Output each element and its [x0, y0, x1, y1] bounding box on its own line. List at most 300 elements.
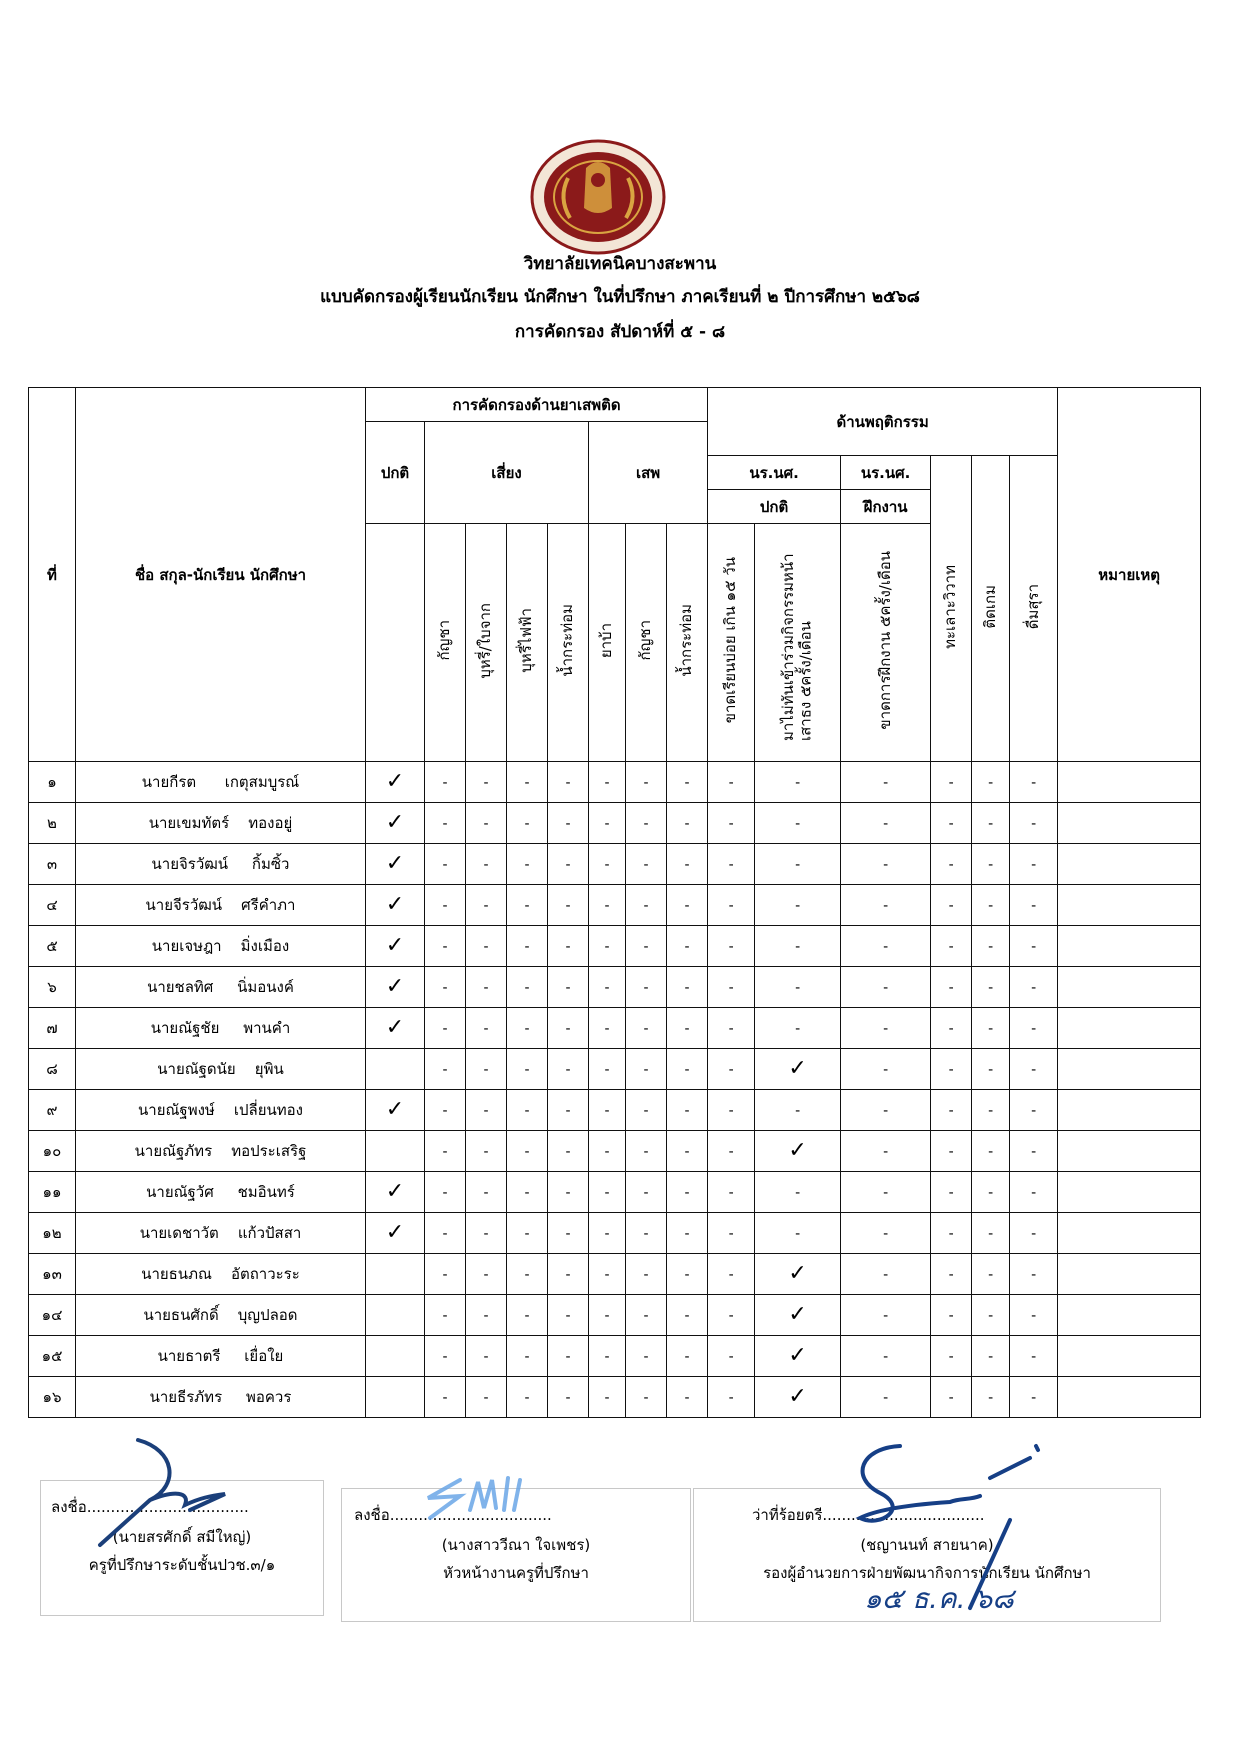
beh-alcohol-header: ดื่มสุรา [1010, 456, 1058, 762]
row-number: ๙ [29, 1090, 76, 1131]
status-cell [466, 967, 507, 1008]
remark-cell [1058, 1049, 1201, 1090]
dash-mark: - [643, 898, 649, 914]
beh-regular-top-header: นร.นศ. [708, 456, 841, 490]
student-name: นายณัฐพงษ์ เปลี่ยนทอง [76, 1090, 366, 1131]
dash-mark: - [565, 1062, 571, 1078]
drug-normal-cell [366, 1008, 425, 1049]
dash-mark: - [728, 1185, 734, 1201]
signer-role: ครูที่ปรึกษาระดับชั้นปวช.๓/๑ [88, 1556, 276, 1574]
check-mark-icon: ✓ [788, 1302, 807, 1327]
table-row [29, 885, 1201, 926]
status-cell [972, 885, 1010, 926]
risk-cannabis-header: กัญชา [425, 524, 466, 762]
dash-mark: - [643, 857, 649, 873]
status-cell [931, 1336, 972, 1377]
status-cell [708, 803, 755, 844]
check-mark-icon: ✓ [788, 1261, 807, 1286]
remark-cell [1058, 967, 1201, 1008]
remark-cell [1058, 885, 1201, 926]
status-cell [548, 1172, 589, 1213]
dash-mark: - [524, 1349, 530, 1365]
dash-mark: - [1031, 1062, 1037, 1078]
dash-mark: - [604, 1021, 610, 1037]
status-cell [972, 1049, 1010, 1090]
student-name: นายจีรวัฒน์ ศรีคำภา [76, 885, 366, 926]
status-cell [667, 1131, 708, 1172]
status-cell [589, 1090, 626, 1131]
status-cell [1010, 1131, 1058, 1172]
dash-mark: - [795, 1226, 801, 1242]
dash-mark: - [728, 898, 734, 914]
signer-role: หัวหน้างานครูที่ปรึกษา [443, 1564, 589, 1582]
dash-mark: - [483, 1185, 489, 1201]
status-cell [841, 926, 931, 967]
dash-mark: - [883, 1308, 889, 1324]
dash-mark: - [684, 857, 690, 873]
status-cell [667, 967, 708, 1008]
status-cell [841, 1377, 931, 1418]
status-cell [1010, 1008, 1058, 1049]
dash-mark: - [883, 816, 889, 832]
student-name: นายจิรวัฒน์ กิ้มซิ้ว [76, 844, 366, 885]
beh-absent-header: ขาดเรียนบ่อย เกิน ๑๕ วัน [708, 524, 755, 762]
dash-mark: - [524, 1062, 530, 1078]
beh-fight-header: ทะเลาะวิวาท [931, 456, 972, 762]
dash-mark: - [604, 980, 610, 996]
dash-mark: - [988, 1308, 994, 1324]
status-cell [1010, 967, 1058, 1008]
status-cell [507, 803, 548, 844]
dash-mark: - [883, 1390, 889, 1406]
dash-mark: - [643, 1185, 649, 1201]
status-cell [626, 1049, 667, 1090]
drug-normal-cell [366, 844, 425, 885]
status-cell [626, 1336, 667, 1377]
status-cell [466, 1008, 507, 1049]
handwritten-date: ๑๕ ธ.ค. ๖๘ [864, 1582, 1014, 1615]
status-cell [466, 762, 507, 803]
status-cell [667, 1008, 708, 1049]
drug-normal-cell [366, 967, 425, 1008]
status-cell [425, 803, 466, 844]
status-cell [626, 1090, 667, 1131]
risk-kratom-header: น้ำกระท่อม [548, 524, 589, 762]
remark-cell [1058, 1172, 1201, 1213]
status-cell [1010, 1295, 1058, 1336]
status-cell [931, 885, 972, 926]
row-number: ๑ [29, 762, 76, 803]
screening-period: การคัดกรอง สัปดาห์ที่ ๕ - ๘ [514, 322, 726, 342]
dash-mark: - [728, 816, 734, 832]
late-flag-cell [755, 1131, 841, 1172]
college-seal-logo [528, 138, 668, 256]
status-cell [1010, 1254, 1058, 1295]
dash-mark: - [1031, 939, 1037, 955]
status-cell [589, 967, 626, 1008]
student-name: นายธาตรี เยื่อใย [76, 1336, 366, 1377]
status-cell [507, 1377, 548, 1418]
dash-mark: - [728, 857, 734, 873]
status-cell [507, 1090, 548, 1131]
drug-normal-cell [366, 1377, 425, 1418]
status-cell [667, 1295, 708, 1336]
table-row [29, 1295, 1201, 1336]
dash-mark: - [795, 980, 801, 996]
dash-mark: - [988, 857, 994, 873]
status-cell [667, 844, 708, 885]
dash-mark: - [988, 1103, 994, 1119]
status-cell [507, 1049, 548, 1090]
status-cell [548, 1254, 589, 1295]
dash-mark: - [728, 939, 734, 955]
status-cell [708, 1254, 755, 1295]
status-cell [507, 844, 548, 885]
row-number: ๓ [29, 844, 76, 885]
drug-normal-cell [366, 762, 425, 803]
check-mark-icon: ✓ [385, 974, 405, 999]
dash-mark: - [442, 1267, 448, 1283]
dash-mark: - [948, 1226, 954, 1242]
table-row [29, 1008, 1201, 1049]
drug-normal-header: ปกติ [366, 422, 425, 524]
status-cell [425, 1336, 466, 1377]
dash-mark: - [524, 1308, 530, 1324]
dash-mark: - [643, 1308, 649, 1324]
table-row [29, 1377, 1201, 1418]
dash-mark: - [684, 1062, 690, 1078]
status-cell [708, 844, 755, 885]
dash-mark: - [988, 1185, 994, 1201]
status-cell [931, 1295, 972, 1336]
status-cell [1010, 1172, 1058, 1213]
dash-mark: - [988, 1390, 994, 1406]
row-number: ๑๕ [29, 1336, 76, 1377]
status-cell [708, 1131, 755, 1172]
dash-mark: - [795, 1103, 801, 1119]
status-cell [425, 1090, 466, 1131]
drug-addict-header: เสพ [589, 422, 708, 524]
status-cell [425, 926, 466, 967]
dash-mark: - [1031, 1308, 1037, 1324]
dash-mark: - [604, 1390, 610, 1406]
dash-mark: - [728, 1021, 734, 1037]
dash-mark: - [604, 1185, 610, 1201]
beh-intern-top-header: นร.นศ. [841, 456, 931, 490]
table-row [29, 967, 1201, 1008]
student-name: นายเดชาวัต แก้วปัสสา [76, 1213, 366, 1254]
dash-mark: - [643, 939, 649, 955]
status-cell [841, 762, 931, 803]
dash-mark: - [684, 898, 690, 914]
status-cell [841, 967, 931, 1008]
dash-mark: - [604, 1062, 610, 1078]
dash-mark: - [1031, 1185, 1037, 1201]
late-flag-cell [755, 803, 841, 844]
status-cell [507, 1008, 548, 1049]
status-cell [1010, 1377, 1058, 1418]
status-cell [425, 844, 466, 885]
dash-mark: - [483, 775, 489, 791]
status-cell [507, 762, 548, 803]
dash-mark: - [565, 1349, 571, 1365]
beh-regular-sub-header: ปกติ [708, 490, 841, 524]
status-cell [626, 1377, 667, 1418]
dash-mark: - [483, 1390, 489, 1406]
student-name: นายณัฐวัศ ชมอินทร์ [76, 1172, 366, 1213]
row-number: ๗ [29, 1008, 76, 1049]
dash-mark: - [643, 1021, 649, 1037]
dash-mark: - [728, 775, 734, 791]
status-cell [507, 926, 548, 967]
dash-mark: - [883, 1185, 889, 1201]
check-mark-icon: ✓ [385, 851, 405, 876]
status-cell [972, 1131, 1010, 1172]
late-flag-cell [755, 1049, 841, 1090]
dash-mark: - [988, 1021, 994, 1037]
late-flag-cell [755, 844, 841, 885]
dash-mark: - [483, 1226, 489, 1242]
drug-normal-cell [366, 1254, 425, 1295]
dash-mark: - [795, 1021, 801, 1037]
addict-kratom-header: น้ำกระท่อม [667, 524, 708, 762]
status-cell [626, 967, 667, 1008]
check-mark-icon: ✓ [385, 810, 405, 835]
dash-mark: - [643, 1226, 649, 1242]
status-cell [841, 844, 931, 885]
remark-cell [1058, 1131, 1201, 1172]
remark-cell [1058, 1254, 1201, 1295]
dash-mark: - [1031, 1349, 1037, 1365]
dash-mark: - [883, 1103, 889, 1119]
dash-mark: - [604, 1144, 610, 1160]
drug-normal-cell [366, 1049, 425, 1090]
addict-meth-header: ยาบ้า [589, 524, 626, 762]
form-title: แบบคัดกรองผู้เรียนนักเรียน นักศึกษา ในที่ปรึกษา ภาคเรียนที่ ๒ ปีการศึกษา ๒๕๖๘ [320, 287, 920, 307]
status-cell [841, 1090, 931, 1131]
check-mark-icon: ✓ [385, 892, 405, 917]
status-cell [972, 1295, 1010, 1336]
status-cell [841, 885, 931, 926]
dash-mark: - [565, 980, 571, 996]
student-name: นายธนภณ อัตถาวะระ [76, 1254, 366, 1295]
status-cell [667, 1049, 708, 1090]
dash-mark: - [604, 816, 610, 832]
dash-mark: - [948, 857, 954, 873]
status-cell [425, 1131, 466, 1172]
status-cell [626, 926, 667, 967]
dash-mark: - [442, 1144, 448, 1160]
status-cell [1010, 1336, 1058, 1377]
status-cell [589, 1254, 626, 1295]
status-cell [548, 844, 589, 885]
dash-mark: - [442, 939, 448, 955]
dash-mark: - [524, 1390, 530, 1406]
status-cell [972, 926, 1010, 967]
check-mark-icon: ✓ [385, 933, 405, 958]
row-number: ๒ [29, 803, 76, 844]
status-cell [841, 1172, 931, 1213]
status-cell [841, 1131, 931, 1172]
status-cell [589, 762, 626, 803]
dash-mark: - [442, 1021, 448, 1037]
signer-name: (นางสาววีณา ใจเพชร) [441, 1536, 591, 1554]
status-cell [972, 1172, 1010, 1213]
status-cell [1010, 762, 1058, 803]
dash-mark: - [988, 1349, 994, 1365]
dash-mark: - [524, 775, 530, 791]
dash-mark: - [948, 898, 954, 914]
dash-mark: - [442, 816, 448, 832]
status-cell [466, 1377, 507, 1418]
status-cell [589, 1172, 626, 1213]
remark-cell [1058, 926, 1201, 967]
dash-mark: - [524, 1185, 530, 1201]
dash-mark: - [643, 775, 649, 791]
status-cell [931, 803, 972, 844]
status-cell [548, 885, 589, 926]
drug-normal-cell [366, 1172, 425, 1213]
dash-mark: - [565, 1226, 571, 1242]
late-flag-cell [755, 762, 841, 803]
check-mark-icon: ✓ [788, 1138, 807, 1163]
beh-intern-absent-header: ขาดการฝึกงาน ๕ครั้ง/เดือน [841, 524, 931, 762]
table-row [29, 762, 1201, 803]
status-cell [667, 1254, 708, 1295]
row-number: ๑๔ [29, 1295, 76, 1336]
status-cell [589, 1131, 626, 1172]
dash-mark: - [524, 1103, 530, 1119]
status-cell [425, 967, 466, 1008]
dash-mark: - [948, 1021, 954, 1037]
student-name: นายเจษฎา มิ่งเมือง [76, 926, 366, 967]
remark-cell [1058, 803, 1201, 844]
status-cell [589, 1336, 626, 1377]
check-mark-icon: ✓ [788, 1343, 807, 1368]
drug-screening-header: การคัดกรองด้านยาเสพติด [366, 388, 708, 422]
signer-name: (นายสรศักดิ์ สมีใหญ่) [112, 1528, 252, 1546]
dash-mark: - [948, 775, 954, 791]
status-cell [931, 967, 972, 1008]
dash-mark: - [524, 1226, 530, 1242]
remark-cell [1058, 1377, 1201, 1418]
dash-mark: - [795, 816, 801, 832]
remark-cell [1058, 1213, 1201, 1254]
dash-mark: - [483, 1349, 489, 1365]
dash-mark: - [684, 1021, 690, 1037]
status-cell [667, 885, 708, 926]
dash-mark: - [883, 1267, 889, 1283]
status-cell [507, 1254, 548, 1295]
dash-mark: - [728, 1226, 734, 1242]
dash-mark: - [684, 1185, 690, 1201]
row-number: ๑๓ [29, 1254, 76, 1295]
screening-table [28, 387, 1201, 1418]
dash-mark: - [1031, 980, 1037, 996]
late-flag-cell [755, 1377, 841, 1418]
late-flag-cell [755, 1295, 841, 1336]
status-cell [972, 1377, 1010, 1418]
status-cell [507, 1172, 548, 1213]
status-cell [548, 967, 589, 1008]
dash-mark: - [604, 775, 610, 791]
dash-mark: - [684, 1144, 690, 1160]
dash-mark: - [883, 980, 889, 996]
dash-mark: - [684, 816, 690, 832]
dash-mark: - [483, 1144, 489, 1160]
dash-mark: - [524, 1021, 530, 1037]
dash-mark: - [524, 980, 530, 996]
table-row [29, 1213, 1201, 1254]
dash-mark: - [728, 1349, 734, 1365]
status-cell [548, 1008, 589, 1049]
status-cell [425, 1008, 466, 1049]
dash-mark: - [483, 1021, 489, 1037]
dash-mark: - [604, 857, 610, 873]
status-cell [589, 926, 626, 967]
dash-mark: - [883, 857, 889, 873]
status-cell [708, 1295, 755, 1336]
status-cell [626, 1172, 667, 1213]
dash-mark: - [643, 980, 649, 996]
dash-mark: - [684, 1103, 690, 1119]
status-cell [507, 967, 548, 1008]
status-cell [931, 1049, 972, 1090]
status-cell [425, 1377, 466, 1418]
late-flag-cell [755, 1254, 841, 1295]
status-cell [708, 1008, 755, 1049]
dash-mark: - [604, 1226, 610, 1242]
dash-mark: - [1031, 898, 1037, 914]
status-cell [589, 803, 626, 844]
dash-mark: - [948, 816, 954, 832]
status-cell [667, 1172, 708, 1213]
dash-mark: - [442, 898, 448, 914]
dash-mark: - [728, 980, 734, 996]
student-name: นายณัฐภัทร ทอประเสริฐ [76, 1131, 366, 1172]
dash-mark: - [948, 980, 954, 996]
status-cell [466, 1295, 507, 1336]
addict-cannabis-header: กัญชา [626, 524, 667, 762]
status-cell [1010, 1049, 1058, 1090]
dash-mark: - [442, 1349, 448, 1365]
signature-box-head-advisor [341, 1488, 691, 1622]
dash-mark: - [442, 1185, 448, 1201]
dash-mark: - [728, 1103, 734, 1119]
status-cell [972, 844, 1010, 885]
check-mark-icon: ✓ [385, 769, 405, 794]
status-cell [1010, 803, 1058, 844]
student-name: นายณัฐชัย พานคำ [76, 1008, 366, 1049]
status-cell [466, 926, 507, 967]
status-cell [972, 967, 1010, 1008]
status-cell [466, 1049, 507, 1090]
status-cell [931, 1254, 972, 1295]
status-cell [425, 1295, 466, 1336]
status-cell [507, 1336, 548, 1377]
dash-mark: - [988, 898, 994, 914]
dash-mark: - [1031, 857, 1037, 873]
drug-risk-header: เสี่ยง [425, 422, 589, 524]
status-cell [708, 1172, 755, 1213]
dash-mark: - [883, 898, 889, 914]
dash-mark: - [948, 939, 954, 955]
dash-mark: - [948, 1185, 954, 1201]
status-cell [626, 885, 667, 926]
drug-normal-blank [366, 524, 425, 762]
row-number: ๑๐ [29, 1131, 76, 1172]
status-cell [425, 1049, 466, 1090]
